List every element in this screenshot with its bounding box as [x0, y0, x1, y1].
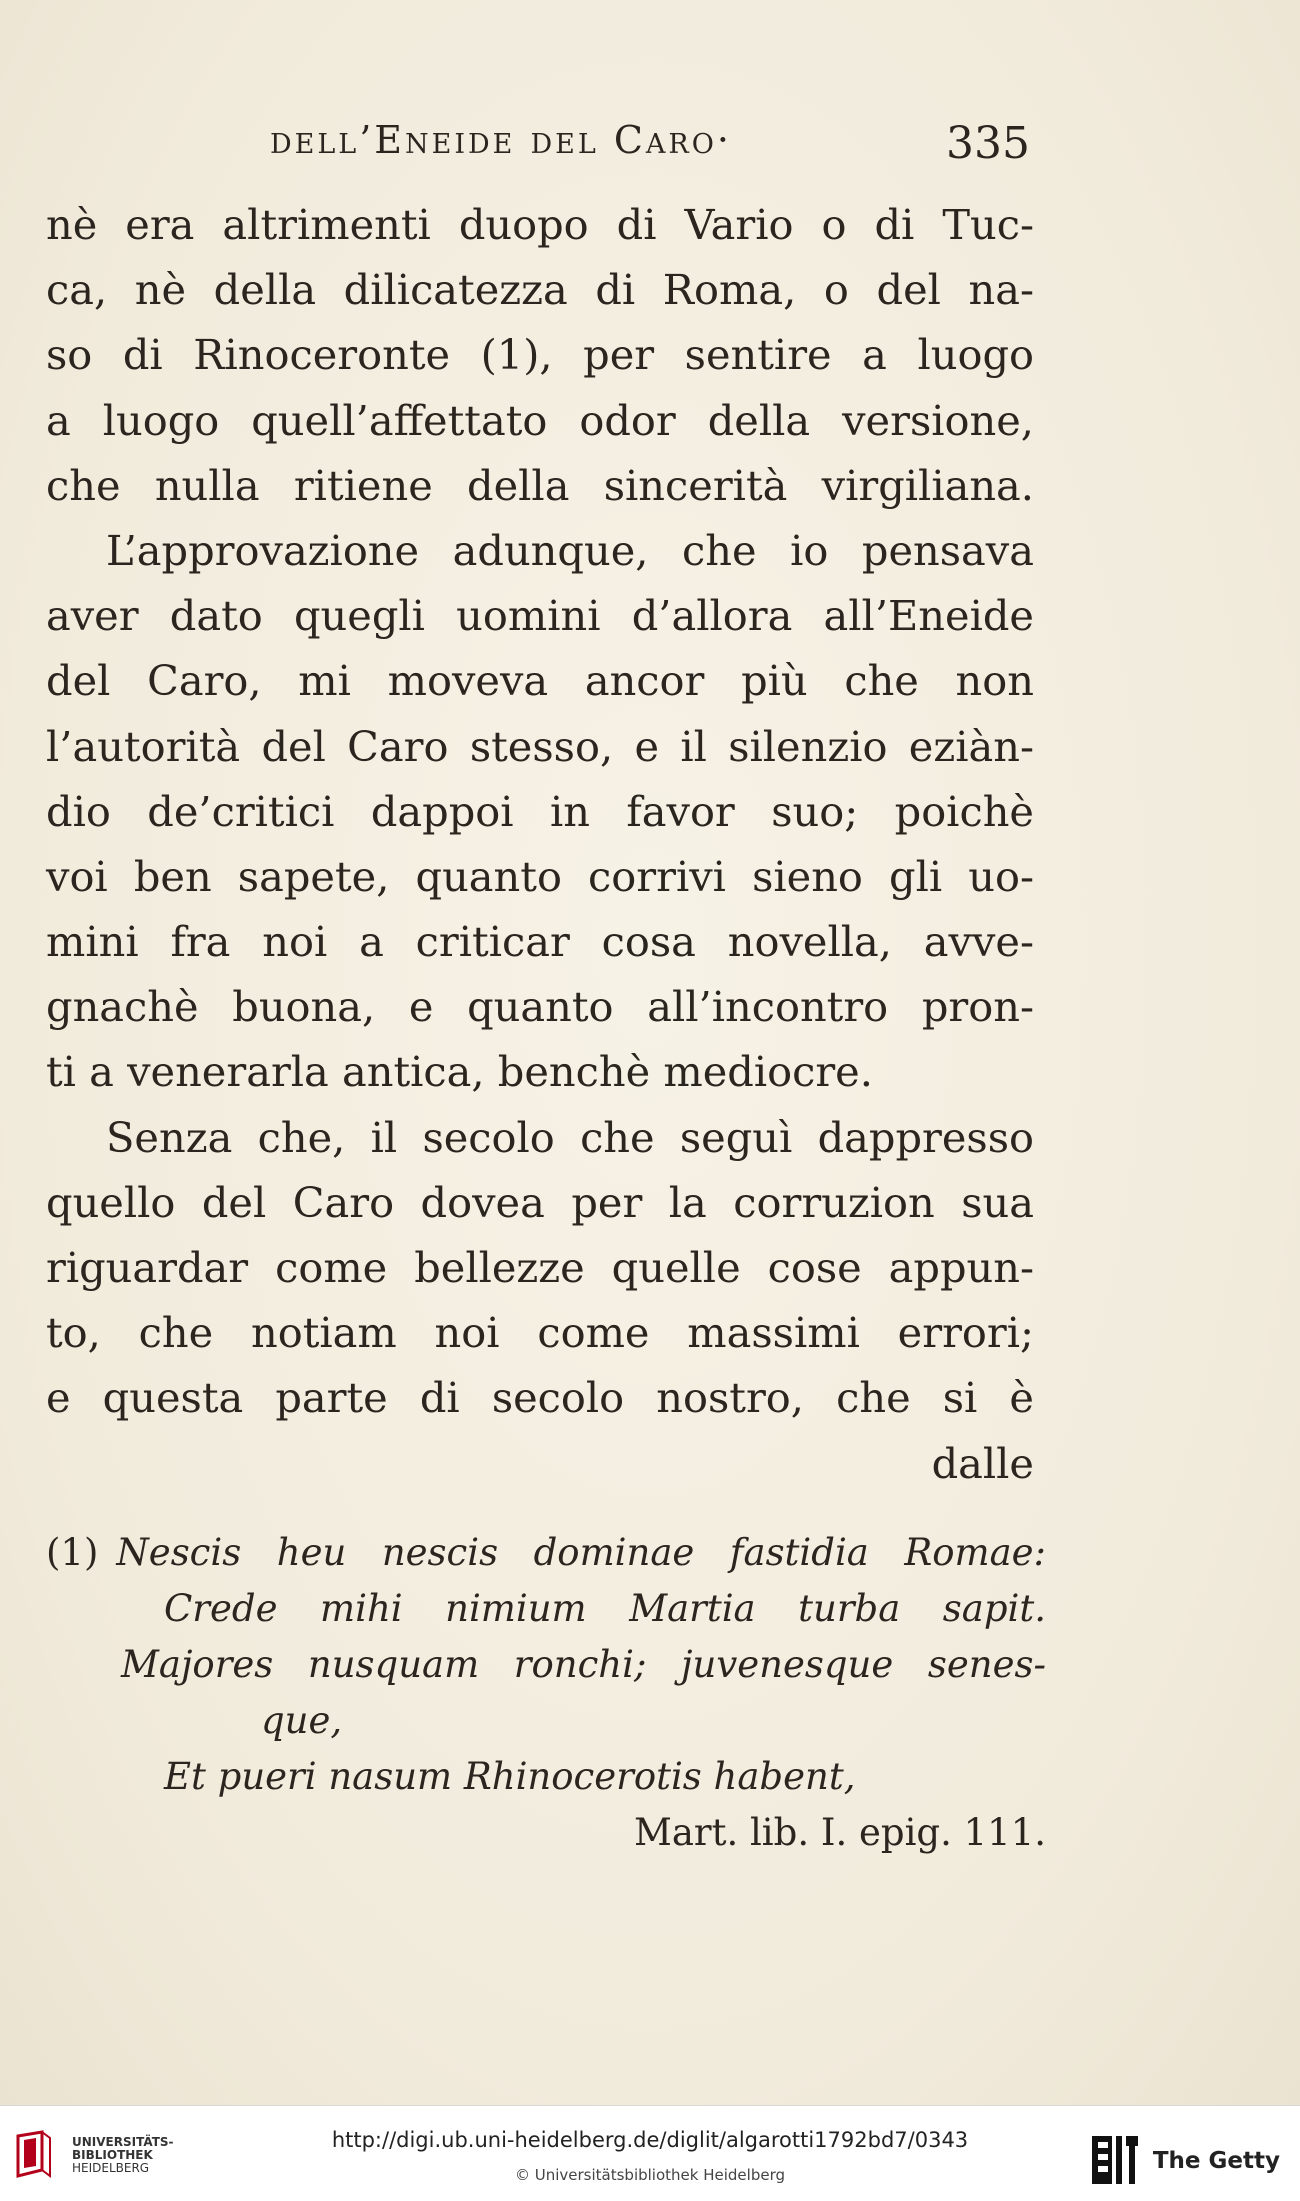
library-name-line: UNIVERSITÄTS-: [72, 2135, 174, 2149]
text-line: ca, nè della dilicatezza di Roma, o del na-: [46, 265, 1034, 315]
text-line: quello del Caro dovea per la corruzion sua: [46, 1177, 1034, 1227]
text-line: to, che notiam noi come massimi errori;: [46, 1308, 1034, 1358]
text-line: so di Rinoceronte (1), per sentire a luogo: [46, 330, 1034, 380]
text-line: Senza che, il secolo che seguì dappresso: [106, 1112, 1034, 1162]
text-line: mini fra noi a criticar cosa novella, avve-: [46, 917, 1034, 967]
page-number: 335: [946, 118, 1030, 169]
text-line: voi ben sapete, quanto corrivi sieno gli uo-: [46, 851, 1034, 901]
text-line: e questa parte di secolo nostro, che si è: [46, 1373, 1034, 1423]
footnote-citation: Mart. lib. I. epig. 111.: [633, 1811, 1046, 1854]
footnote-verse: Et pueri nasum Rhinocerotis habent,: [164, 1755, 856, 1798]
text-line: a luogo quell’affettato odor della versione,: [46, 395, 1034, 445]
text-line: riguardar come bellezze quelle cose appun-: [46, 1243, 1034, 1292]
footnote-verse: que,: [261, 1699, 343, 1742]
body-text: [46, 192, 1034, 1496]
text-line: L’approvazione adunque, che io pensava: [106, 525, 1034, 575]
permalink-url[interactable]: http://digi.ub.uni-heidelberg.de/diglit/algarotti1792bd7/0343: [331, 2128, 969, 2152]
footnote: [46, 1525, 1046, 1861]
text-line: l’autorità del Caro stesso, e il silenzio eziàn-: [46, 721, 1034, 771]
running-head: [270, 118, 1030, 178]
text-line: nè era altrimenti duopo di Vario o di Tuc-: [46, 200, 1034, 249]
text-line: del Caro, mi moveva ancor più che non: [46, 656, 1034, 706]
text-line: aver dato quegli uomini d’allora all’Eneide: [46, 591, 1034, 641]
catchword: dalle: [931, 1438, 1034, 1488]
footnote-line: [46, 1525, 1046, 1581]
text-line: ti a venerarla antica, benchè mediocre.: [46, 1047, 873, 1097]
library-name-line: BIBLIOTHEK: [72, 2148, 153, 2162]
getty-mark-icon: [1090, 2134, 1140, 2186]
text-line: che nulla ritiene della sincerità virgiliana.: [46, 460, 1034, 510]
text-line: dio de’critici dappoi in favor suo; poichè: [46, 786, 1034, 836]
footnote-verse: Crede mihi nimium Martia turba sapit.: [164, 1587, 1046, 1630]
running-title: dell’Eneide del Caro·: [270, 118, 732, 162]
footnote-verse: Majores nusquam ronchi; juvenesque senes-: [121, 1643, 1046, 1686]
copyright-notice: © Universitätsbibliothek Heidelberg: [514, 2166, 785, 2184]
library-name-line: HEIDELBERG: [72, 2161, 150, 2175]
footnote-marker: (1): [46, 1531, 99, 1574]
footnote-verse: Nescis heu nescis dominae fastidia Romae:: [116, 1531, 1046, 1574]
partner-name: The Getty: [1152, 2148, 1280, 2174]
viewer-footer: [0, 2105, 1300, 2201]
text-line: gnachè buona, e quanto all’incontro pron-: [46, 982, 1034, 1032]
